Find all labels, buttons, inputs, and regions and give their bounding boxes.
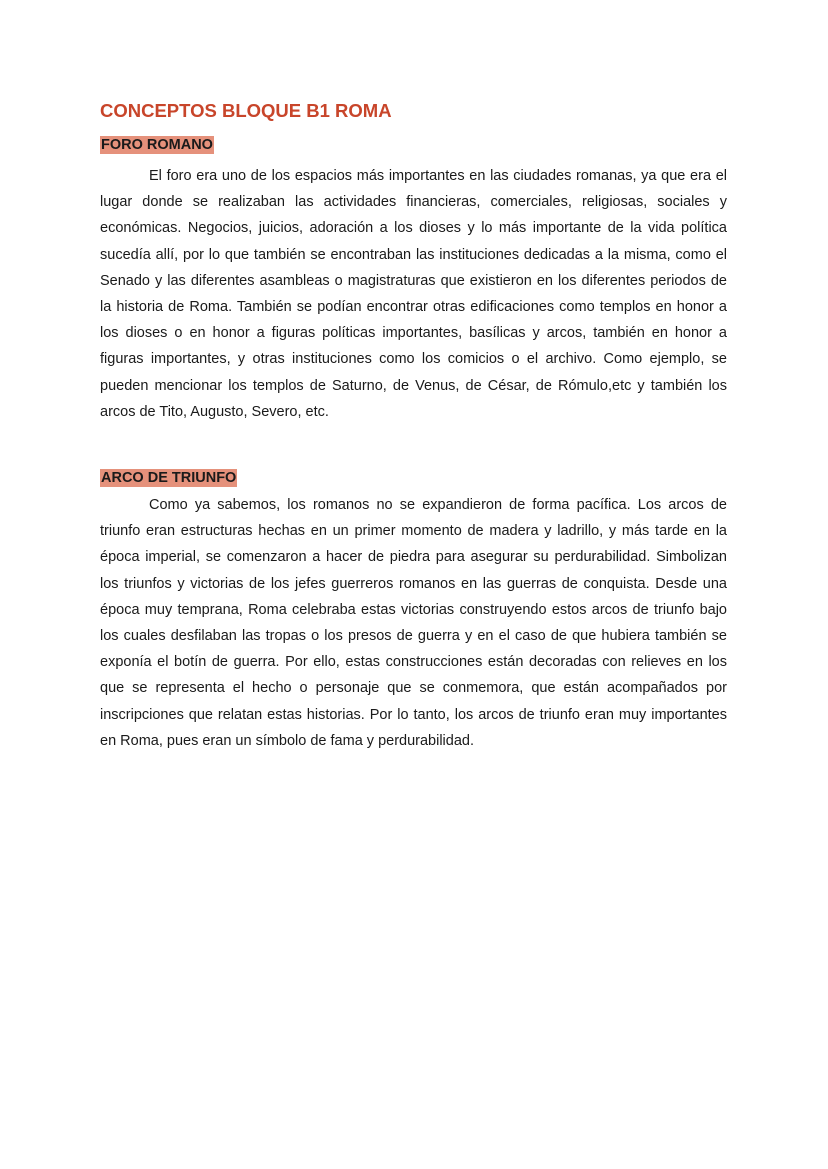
section-heading-arco-de-triunfo: ARCO DE TRIUNFO <box>101 470 237 486</box>
section-paragraph-foro-romano: El foro era uno de los espacios más importantes en las ciudades romanas, ya que era el lugar donde se realizaban las actividades financieras, comerciales, religiosas, sociales y económicas. Negocios, juicios, adoración a los dioses y lo más importante de la vida política sucedía allí, por lo que también se encontraban las instituciones dedicadas a la misma, como el Senado y las diferentes asambleas o magistraturas que existieron en los diferentes periodos de la historia de Roma. También se podían encontrar otras edificaciones como templos en honor a los dioses o en honor a figuras políticas importantes, basílicas y arcos, también en honor a figuras importantes, y otras instituciones como los comicios o el archivo. Como ejemplo, se pueden mencionar los templos de Saturno, de Venus, de César, de Rómulo,etc y también los arcos de Tito, Augusto, Severo, etc. <box>100 168 727 420</box>
document-title: CONCEPTOS BLOQUE B1 ROMA <box>100 100 392 121</box>
section-heading-foro-romano: FORO ROMANO <box>101 137 213 153</box>
section-paragraph-arco-de-triunfo: Como ya sabemos, los romanos no se expandieron de forma pacífica. Los arcos de triunfo eran estructuras hechas en un primer momento de madera y ladrillo, y más tarde en la época imperial, se comenzaron a hacer de piedra para asegurar su perdurabilidad. Simbolizan los triunfos y victorias de los jefes guerreros romanos en las guerras de conquista. Desde una época muy temprana, Roma celebraba estas victorias construyendo estos arcos de triunfo bajo los cuales desfilaban las tropas o los presos de guerra y en el caso de que hubiera también se exponía el botín de guerra. Por ello, estas construcciones están decoradas con relieves en los que se representa el hecho o personaje que se conmemora, que están acompañados por inscripciones que relatan estas historias. Por lo tanto, los arcos de triunfo eran muy importantes en Roma, pues eran un símbolo de fama y perdurabilidad. <box>100 497 727 749</box>
